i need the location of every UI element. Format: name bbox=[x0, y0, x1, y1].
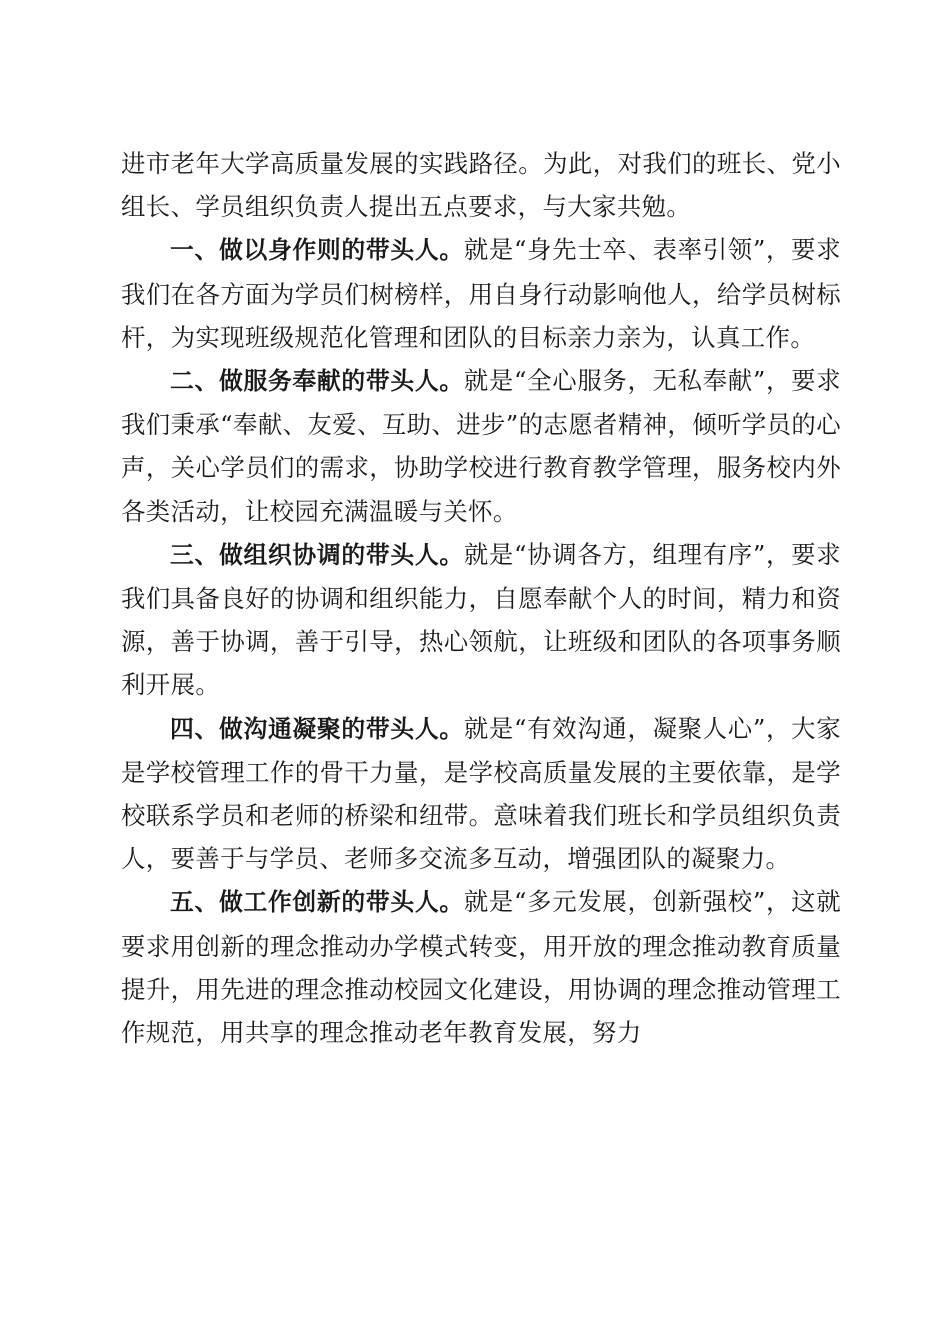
paragraph-heading: 五、做工作创新的带头人。 bbox=[170, 888, 464, 917]
paragraph-point-1 bbox=[121, 228, 841, 359]
paragraph-text: 就是“协调各方，组理有序”，要求我们具备良好的协调和组织能力，自愿奉献个人的时间，精力和资源，善于协调，善于引导，热心领航，让班级和团队的各项事务顺利开展。 bbox=[121, 539, 841, 700]
paragraph-point-3 bbox=[121, 533, 841, 707]
paragraph-heading: 三、做组织协调的带头人。 bbox=[170, 540, 464, 569]
paragraph-intro bbox=[121, 142, 841, 228]
paragraph-text: 就是“多元发展，创新强校”，这就要求用创新的理念推动办学模式转变，用开放的理念推动教育质量提升，用先进的理念推动校园文化建设，用协调的理念推动管理工作规范，用共享的理念推动老年教育发展，努力 bbox=[121, 887, 841, 1048]
paragraph-heading: 一、做以身作则的带头人。 bbox=[170, 236, 464, 265]
paragraph-point-5 bbox=[121, 880, 841, 1054]
paragraph-point-2 bbox=[121, 359, 841, 533]
paragraph-text: 进市老年大学高质量发展的实践路径。为此，对我们的班长、党小组长、学员组织负责人提出五点要求，与大家共勉。 bbox=[121, 149, 841, 222]
paragraph-text: 就是“全心服务，无私奉献”，要求我们秉承“奉献、友爱、互助、进步”的志愿者精神，倾听学员的心声，关心学员们的需求，协助学校进行教育教学管理，服务校内外各类活动，让校园充满温暖与关怀。 bbox=[121, 366, 841, 526]
paragraph-heading: 四、做沟通凝聚的带头人。 bbox=[170, 714, 464, 743]
document-body bbox=[121, 142, 841, 1054]
paragraph-point-4 bbox=[121, 707, 841, 881]
paragraph-text: 就是“身先士卒、表率引领”，要求我们在各方面为学员们树榜样，用自身行动影响他人，给学员树标杆，为实现班级规范化管理和团队的目标亲力亲为，认真工作。 bbox=[121, 235, 841, 352]
paragraph-text: 就是“有效沟通，凝聚人心”，大家是学校管理工作的骨干力量，是学校高质量发展的主要依靠，是学校联系学员和老师的桥梁和纽带。意味着我们班长和学员组织负责人，要善于与学员、老师多交流多互动，增强团队的凝聚力。 bbox=[121, 713, 841, 874]
paragraph-heading: 二、做服务奉献的带头人。 bbox=[170, 367, 464, 396]
